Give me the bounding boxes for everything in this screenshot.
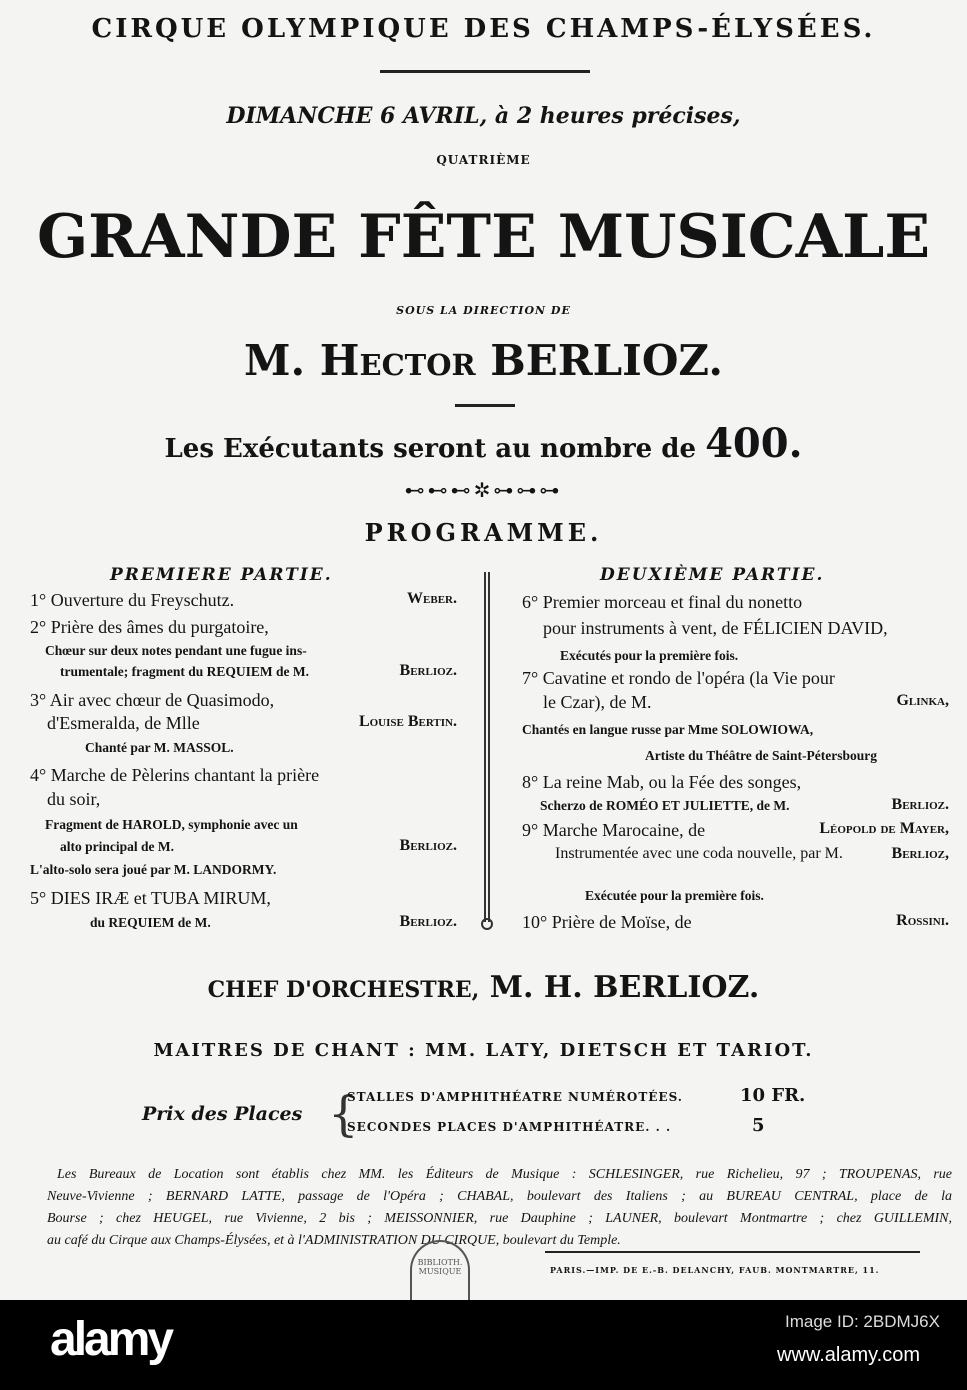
part1-line: 3° Air avec chœur de Quasimodo, bbox=[30, 690, 275, 710]
performers-line bbox=[0, 420, 967, 467]
price-value-1: 10 FR. bbox=[740, 1085, 806, 1106]
part2-line: 9° Marche Marocaine, de bbox=[522, 820, 706, 840]
price-value-2: 5 bbox=[752, 1115, 765, 1136]
part1-line: du REQUIEM de M. bbox=[90, 915, 211, 930]
performers-count: 400. bbox=[705, 420, 803, 467]
part1-composer: Berlioz. bbox=[399, 662, 457, 679]
part1-heading: PREMIERE PARTIE. bbox=[110, 565, 333, 585]
programme-heading: PROGRAMME. bbox=[364, 518, 603, 547]
part1-line: 5° DIES IRÆ et TUBA MIRUM, bbox=[30, 888, 271, 908]
part1-line: du soir, bbox=[47, 789, 101, 809]
price-label-1: STALLES D'AMPHITHÉATRE NUMÉROTÉES. bbox=[347, 1090, 683, 1104]
maitres-line: MAITRES DE CHANT : MM. LATY, DIETSCH ET TARIOT. bbox=[153, 1040, 814, 1061]
watermark-bar bbox=[0, 1300, 967, 1390]
part2-composer: Berlioz, bbox=[891, 845, 949, 862]
divider bbox=[545, 1251, 920, 1253]
part1-line: 2° Prière des âmes du purgatoire, bbox=[30, 617, 269, 637]
ornament: ⊷⊷⊷✲⊶⊶⊶ bbox=[404, 478, 563, 502]
library-stamp bbox=[410, 1240, 470, 1300]
conductor-name: BERLIOZ. bbox=[490, 336, 723, 385]
column-divider bbox=[484, 572, 490, 922]
conductor-line bbox=[0, 336, 967, 385]
performers-text: Les Exécutants seront au nombre de bbox=[164, 434, 697, 464]
date-line: DIMANCHE 6 AVRIL, à 2 heures précises, bbox=[226, 103, 741, 129]
part1-line: 1° Ouverture du Freyschutz. bbox=[30, 590, 235, 610]
part1-line: Chanté par M. MASSOL. bbox=[85, 740, 234, 755]
part2-heading: DEUXIÈME PARTIE. bbox=[600, 565, 825, 585]
chef-name: M. H. BERLIOZ. bbox=[489, 970, 760, 1005]
part1-line: Fragment de HAROLD, symphonie avec un bbox=[45, 817, 298, 832]
ordinal: QUATRIÈME bbox=[436, 153, 531, 167]
part2-line: 6° Premier morceau et final du nonetto bbox=[522, 592, 803, 612]
part2-line: Exécutée pour la première fois. bbox=[585, 888, 764, 903]
bureaux-line: Bourse ; chez HEUGEL, rue Vivienne, 2 bis ; MEISSONNIER, rue Dauphine ; LAUNER, boulevart Montmartre ; chez GUILLEMIN, bbox=[47, 1211, 952, 1226]
price-label-2: SECONDES PLACES D'AMPHITHÉATRE. . . bbox=[347, 1120, 672, 1134]
main-title: GRANDE FÊTE MUSICALE bbox=[36, 202, 931, 272]
part2-composer: Léopold de Mayer, bbox=[819, 820, 949, 837]
alamy-logo: alamy bbox=[50, 1313, 172, 1366]
part2-composer: Glinka, bbox=[896, 692, 949, 709]
venue-title: CIRQUE OLYMPIQUE DES CHAMPS-ÉLYSÉES. bbox=[91, 14, 876, 44]
part1-composer: Louise Bertin. bbox=[358, 713, 457, 730]
part1-line: Chœur sur deux notes pendant une fugue ins- bbox=[45, 643, 307, 658]
direction-label: SOUS LA DIRECTION DE bbox=[396, 304, 571, 317]
part2-line: Instrumentée avec une coda nouvelle, par M. bbox=[555, 845, 843, 862]
divider bbox=[380, 70, 590, 73]
stamp-text: BIBLIOTH. MUSIQUE bbox=[417, 1258, 463, 1276]
part2-line: Chantés en langue russe par Mme SOLOWIOWA, bbox=[522, 722, 814, 737]
image-id: Image ID: 2BDMJ6X bbox=[785, 1312, 940, 1331]
part2-composer: Berlioz. bbox=[891, 796, 949, 813]
bureaux-paragraph bbox=[47, 1164, 952, 1252]
bureaux-line: au café du Cirque aux Champs-Élysées, et à l'ADMINISTRATION DU CIRQUE, boulevart du Temple. bbox=[47, 1233, 621, 1248]
part1-composer: Berlioz. bbox=[399, 913, 457, 930]
part2-line: 10° Prière de Moïse, de bbox=[522, 912, 692, 932]
chef-line bbox=[0, 970, 967, 1005]
part2-line: Artiste du Théâtre de Saint-Pétersbourg bbox=[645, 748, 877, 763]
bureaux-line: Neuve-Vivienne ; BERNARD LATTE, passage de l'Opéra ; CHABAL, boulevart des Italiens ; au BUREAU CENTRAL, place de la bbox=[47, 1189, 952, 1204]
divider-knob bbox=[481, 918, 493, 930]
part1-line: d'Esmeralda, de Mlle bbox=[47, 713, 200, 733]
imprint: PARIS.—IMP. DE E.-B. DELANCHY, FAUB. MONTMARTRE, 11. bbox=[550, 1265, 880, 1275]
part2-line: 8° La reine Mab, ou la Fée des songes, bbox=[522, 772, 802, 792]
bureaux-line: Les Bureaux de Location sont établis chez MM. les Éditeurs de Musique : SCHLESINGER, rue Richelieu, 97 ; TROUPENAS, rue bbox=[57, 1167, 952, 1182]
conductor-prefix: M. Hector bbox=[244, 336, 476, 385]
brace: { bbox=[328, 1086, 359, 1142]
part2-line: Scherzo de ROMÉO ET JULIETTE, de M. bbox=[540, 798, 790, 813]
part2-line: 7° Cavatine et rondo de l'opéra (la Vie pour bbox=[522, 668, 835, 688]
part2-line: le Czar), de M. bbox=[543, 692, 652, 712]
prix-label: Prix des Places bbox=[142, 1103, 303, 1125]
part2-line: pour instruments à vent, de FÉLICIEN DAVID, bbox=[543, 618, 888, 638]
part1-line: trumentale; fragment du REQUIEM de M. bbox=[60, 664, 309, 679]
part1-line: alto principal de M. bbox=[60, 839, 174, 854]
alamy-url: www.alamy.com bbox=[777, 1344, 920, 1366]
chef-label: CHEF D'ORCHESTRE, bbox=[207, 977, 480, 1003]
part1-line: L'alto-solo sera joué par M. LANDORMY. bbox=[30, 862, 277, 877]
part1-line: 4° Marche de Pèlerins chantant la prière bbox=[30, 765, 320, 785]
part1-composer: Berlioz. bbox=[399, 837, 457, 854]
part1-composer: Weber. bbox=[407, 590, 457, 607]
divider bbox=[455, 404, 515, 407]
part2-composer: Rossini. bbox=[896, 912, 949, 929]
part2-line: Exécutés pour la première fois. bbox=[560, 648, 739, 663]
